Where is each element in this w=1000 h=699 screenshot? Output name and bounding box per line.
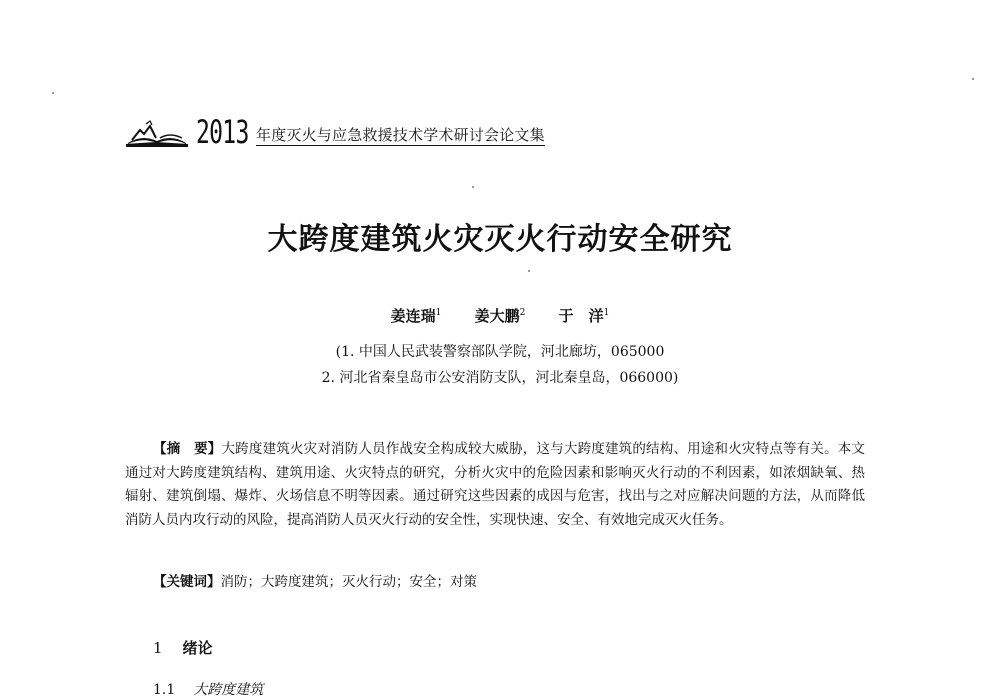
- section-number: 1: [153, 639, 163, 657]
- author: 姜大鹏$^2$: [474, 307, 526, 325]
- scan-speck: [972, 78, 974, 80]
- author: 姜连瑞$^1$: [390, 307, 442, 325]
- section-title: 绪论: [182, 639, 213, 657]
- header-series-title: 年度灭火与应急救援技术学术研讨会论文集: [256, 126, 545, 144]
- keywords: [153, 571, 477, 594]
- abstract-label: 【摘 要】: [153, 441, 222, 457]
- keywords-label: 【关键词】: [153, 574, 221, 590]
- author: 于 洋$^1$: [558, 307, 610, 325]
- subsection-title: 大跨度建筑: [193, 682, 264, 698]
- header-year: 2013: [196, 113, 249, 151]
- keywords-text: 消防；大跨度建筑；灭火行动；安全；对策: [220, 574, 477, 590]
- section-heading: [153, 637, 213, 658]
- affiliation-1: (1. 中国人民武装警察部队学院，河北廊坊，065000: [335, 344, 665, 360]
- author-list: [0, 305, 1000, 326]
- subsection-heading: [153, 679, 263, 699]
- subsection-number: 1.1: [153, 682, 176, 698]
- running-header: [124, 112, 545, 151]
- book-logo-icon: [124, 120, 190, 148]
- paper-title: 大跨度建筑火灾灭火行动安全研究: [267, 222, 733, 257]
- affiliation-2: 2. 河北省秦皇岛市公安消防支队，河北秦皇岛，066000): [321, 370, 679, 386]
- scan-speck: [528, 270, 530, 272]
- scan-speck: [472, 186, 474, 188]
- abstract-text: 大跨度建筑火灾对消防人员作战安全构成较大威胁，这与大跨度建筑的结构、用途和火灾特点等有关。本文通过对大跨度建筑结构、建筑用途、火灾特点的研究，分析火灾中的危险因素和影响灭火行动的不利因素，如浓烟缺氧、热辐射、建筑倒塌、爆炸、火场信息不明等因素。通过研究这些因素的成因与危害，找出与之对应解决问题的方法，从而降低消防人员内攻行动的风险，提高消防人员灭火行动的安全性，实现快速、安全、有效地完成灭火任务。: [125, 441, 866, 528]
- abstract: [125, 438, 865, 532]
- scan-speck: [52, 92, 54, 94]
